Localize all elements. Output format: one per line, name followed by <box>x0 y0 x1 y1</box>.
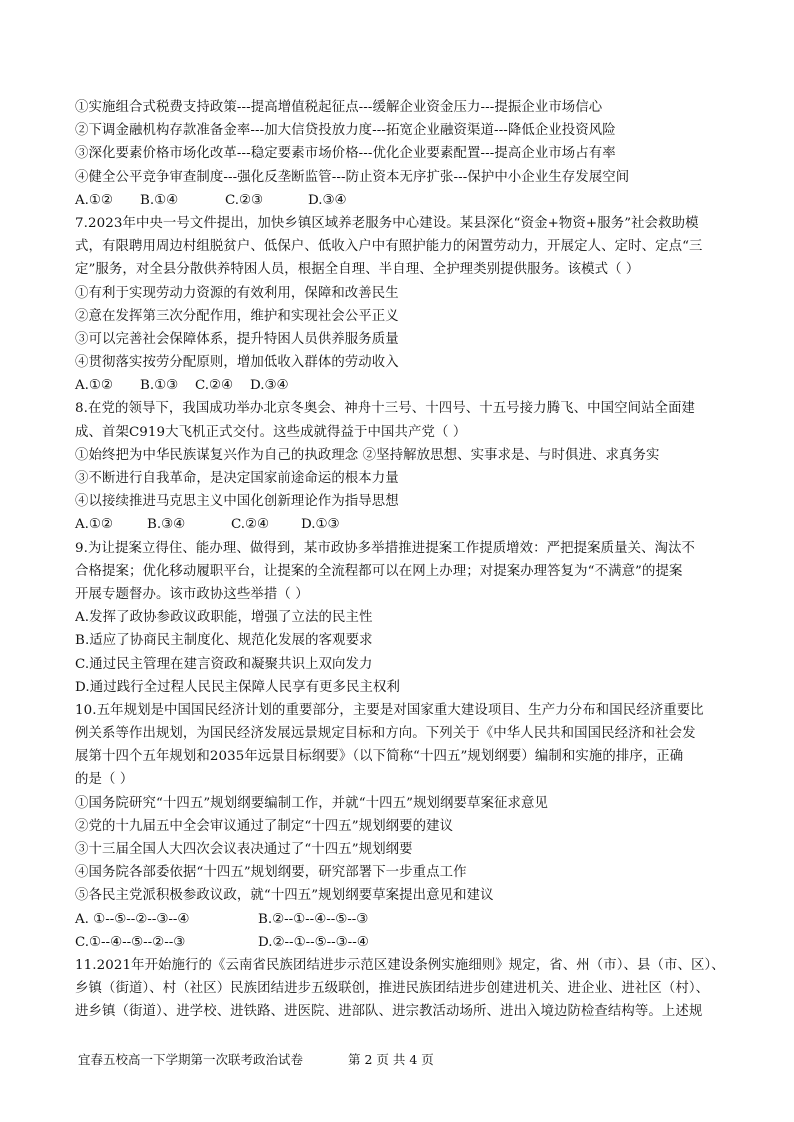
q7-option-c: C.②④ <box>195 378 234 394</box>
q10-item-3: ③十三届全国人大四次会议表决通过了“十四五”规划纲要 <box>75 842 413 857</box>
q10-stem-line-3: 展第十四个五年规划和2035年远景目标纲要》（以下简称“十四五”规划纲要）编制和实施的排序，正确 <box>75 749 684 765</box>
q10-item-4: ④国务院各部委依据“十四五”规划纲要，研究部署下一步重点工作 <box>75 865 467 881</box>
q8-item-1-2: ①始终把为中华民族谋复兴作为自己的执政理念 ②坚持解放思想、实事求是、与时俱进、求真务实 <box>75 447 660 463</box>
q7-item-1: ①有利于实现劳动力资源的有效利用，保障和改善民生 <box>75 285 399 301</box>
q9-stem-line-3: 开展专题督办。该市政协这些举措（ ） <box>75 586 309 602</box>
question-8 <box>75 397 726 536</box>
q6-option-d: D.③④ <box>308 192 347 208</box>
q6-item-1: ①实施组合式税费支持政策---提高增值税起征点---缓解企业资金压力---提振企业市场信心 <box>75 100 603 115</box>
q9-choice-c: C.通过民主管理在建言资政和凝聚共识上双向发力 <box>75 656 373 672</box>
q10-item-5: ⑤各民主党派积极参政议政，就“十四五”规划纲要草案提出意见和建议 <box>75 888 494 904</box>
q6-option-a: A.①② <box>75 192 113 208</box>
q8-item-4: ④以接续推进马克思主义中国化创新理论作为指导思想 <box>75 494 399 510</box>
q7-options <box>75 374 726 397</box>
q7-item-2: ②意在发挥第三次分配作用，维护和实现社会公平正义 <box>75 308 399 324</box>
q7-stem-line-1: 7.2023年中央一号文件提出，加快乡镇区域养老服务中心建设。某县深化“资金+物资+服务”社会救助模 <box>75 215 699 231</box>
q10-stem-line-2: 例关系等作出规划，为国民经济发展远景规定目标和方向。下列关于《中华人民共和国国民经济和社会发 <box>75 726 696 742</box>
q8-item-3: ③不断进行自我革命，是决定国家前途命运的根本力量 <box>75 471 399 486</box>
q10-stem-line-1: 10.五年规划是中国国民经济计划的重要部分，主要是对国家重大建设项目、生产力分布和国民经济重要比 <box>75 702 704 718</box>
q8-option-d: D.①③ <box>301 517 340 533</box>
q6-option-c: C.②③ <box>225 192 264 208</box>
q10-option-c: C.①--④--⑤--②--③ <box>75 934 186 950</box>
q10-option-d: D.②--①--⑤--③--④ <box>258 934 369 950</box>
q9-stem-line-1: 9.为让提案立得住、能办理、做得到，某市政协多举措推进提案工作提质增效：严把提案质量关、淘汰不 <box>75 540 696 556</box>
q10-option-b: B.②--①--④--⑤--③ <box>258 911 369 927</box>
q10-item-1: ①国务院研究“十四五”规划纲要编制工作，并就“十四五”规划纲要草案征求意见 <box>75 795 548 811</box>
q11-stem-line-2: 乡镇（街道）、村（社区）民族团结进步五级联创，推进民族团结进步创建进机关、进企业、进社区（村）、 <box>75 981 710 997</box>
q9-choice-a: A.发挥了政协参政议政职能，增强了立法的民主性 <box>75 610 373 626</box>
q6-options <box>75 189 726 212</box>
q11-stem-line-1: 11.2021年开始施行的《云南省民族团结进步示范区建设条例实施细则》规定，省、州（市）、县（市、区）、 <box>75 957 725 973</box>
q8-option-c: C.②④ <box>231 517 270 533</box>
q7-option-b: B.①③ <box>140 378 179 394</box>
q10-option-a: A. ①--⑤--②--③--④ <box>75 911 190 927</box>
q8-options <box>75 513 726 536</box>
q8-stem-line-2: 成、首架C919大飞机正式交付。这些成就得益于中国共产党（ ） <box>75 424 467 440</box>
question-9 <box>75 537 726 699</box>
page-content <box>75 96 726 1024</box>
q6-item-2: ②下调金融机构存款准备金率---加大信贷投放力度---拓宽企业融资渠道---降低企业投资风险 <box>75 123 616 139</box>
q9-choice-d: D.通过践行全过程人民民主保障人民享有更多民主权利 <box>75 679 400 695</box>
question-6 <box>75 96 726 212</box>
page-footer <box>78 1050 678 1070</box>
q9-choice-b: B.适应了协商民主制度化、规范化发展的客观要求 <box>75 633 373 649</box>
q9-stem-line-2: 合格提案；优化移动履职平台，让提案的全流程都可以在网上办理；对提案办理答复为“不满意”的提案 <box>75 563 683 579</box>
q10-item-2: ②党的十九届五中全会审议通过了制定“十四五”规划纲要的建议 <box>75 818 454 834</box>
q6-item-3: ③深化要素价格市场化改革---稳定要素市场价格---优化企业要素配置---提高企业市场占有率 <box>75 146 616 162</box>
q7-stem-line-3: 定”服务，对全县分散供养特困人员，根据全自理、半自理、全护理类别提供服务。该模式（ ） <box>75 262 640 278</box>
q7-item-4: ④贯彻落实按劳分配原则，增加低收入群体的劳动收入 <box>75 355 399 371</box>
question-10 <box>75 699 726 954</box>
question-11 <box>75 954 726 1024</box>
q10-options-row-1 <box>75 908 726 931</box>
q8-option-a: A.①② <box>75 517 113 533</box>
question-7 <box>75 212 726 398</box>
footer-exam-name: 宜春五校高一下学期第一次联考政治试卷 <box>78 1052 304 1067</box>
q7-option-d: D.③④ <box>250 378 289 394</box>
q7-item-3: ③可以完善社会保障体系，提升特困人员供养服务质量 <box>75 331 399 347</box>
q6-item-4: ④健全公平竞争审查制度---强化反垄断监管---防止资本无序扩张---保护中小企业生存发展空间 <box>75 169 630 185</box>
q8-stem-line-1: 8.在党的领导下，我国成功举办北京冬奥会、神舟十三号、十四号、十五号接力腾飞、中国空间站全面建 <box>75 401 696 417</box>
q8-option-b: B.③④ <box>147 517 186 533</box>
footer-page-number: 第 2 页 共 4 页 <box>348 1052 434 1067</box>
q10-stem-line-4: 的是（ ） <box>75 772 134 788</box>
q6-option-b: B.①④ <box>140 192 179 208</box>
q7-stem-line-2: 式，有限聘用周边村组脱贫户、低保户、低收入户中有照护能力的闲置劳动力，开展定人、定时、定点“三 <box>75 239 703 255</box>
q7-option-a: A.①② <box>75 378 113 394</box>
q10-options-row-2 <box>75 931 726 954</box>
q11-stem-line-3: 进乡镇（街道）、进学校、进铁路、进医院、进部队、进宗教活动场所、进出入境边防检查结构等。上述规 <box>75 1004 703 1020</box>
